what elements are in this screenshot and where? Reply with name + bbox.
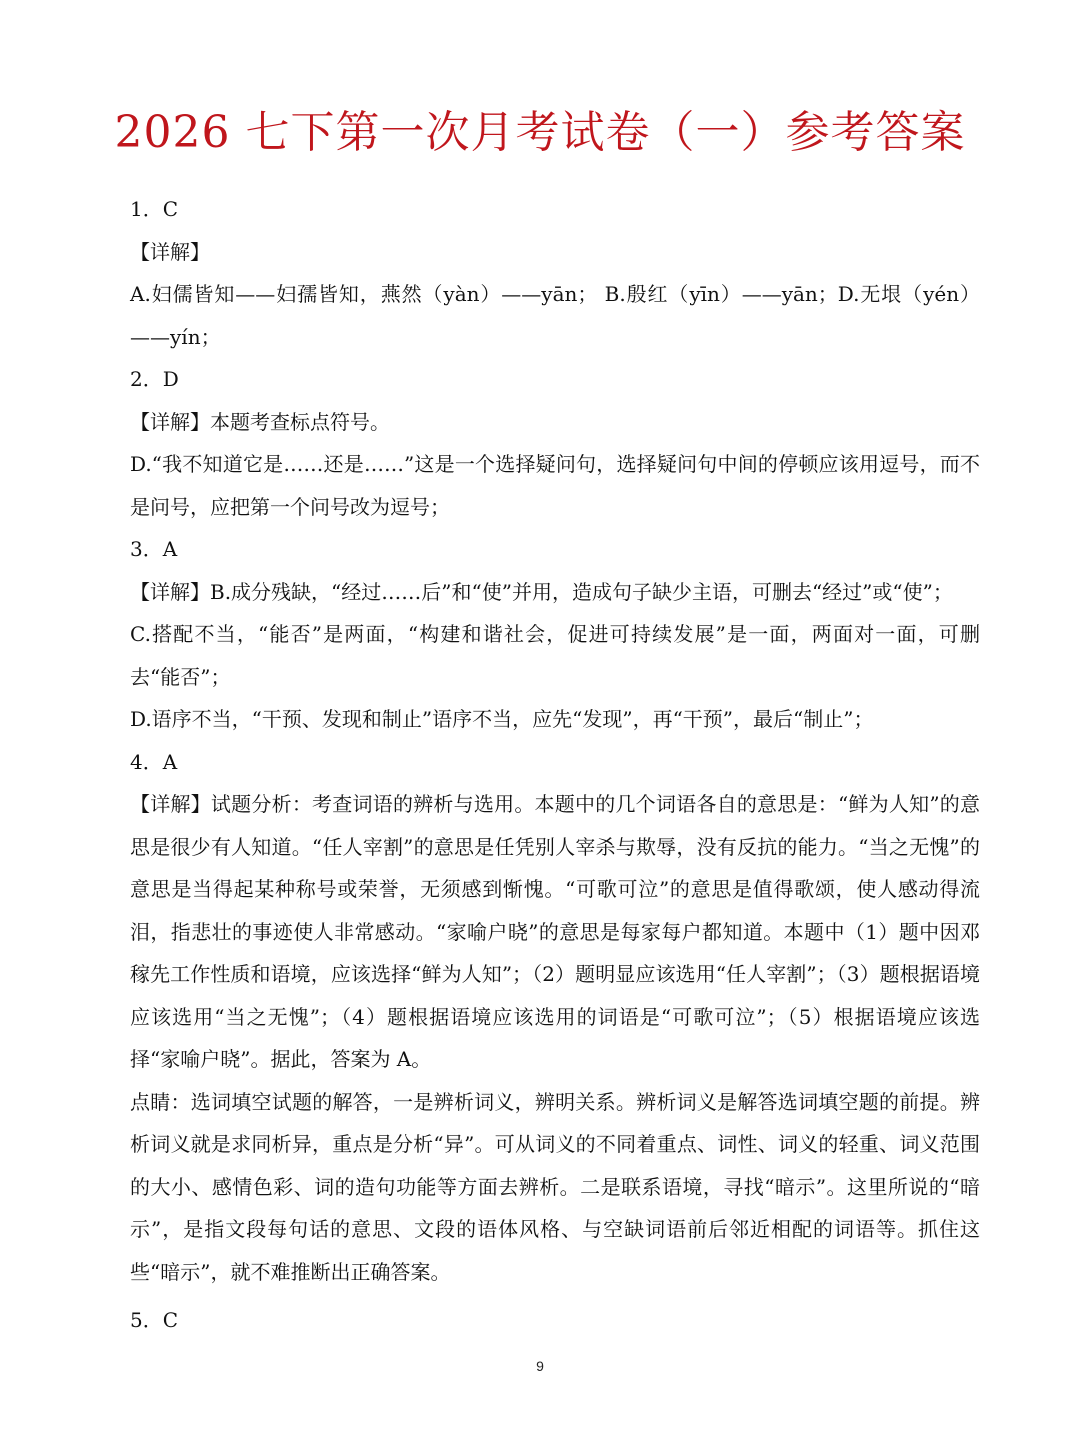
- explanation-text-4: 【详解】试题分析：考查词语的辨析与选用。本题中的几个词语各自的意思是：“鲜为人知”的意思是很少有人知道。“任人宰割”的意思是任凭别人宰杀与欺辱，没有反抗的能力。“当之无愧”的意思是当得起某种称号或荣誉，无须感到惭愧。“可歌可泣”的意思是值得歌颂，使人感动得流泪，指悲壮的事迹使人非常感动。“家喻户晓”的意思是每家每户都知道。本题中（1）题中因邓稼先工作性质和语境，应该选择“鲜为人知”；（2）题明显应该选用“任人宰割”；（3）题根据语境应该选用“当之无愧”；（4）题根据语境应该选用的词语是“可歌可泣”；（5）根据语境应该选择“家喻户晓”。据此，答案为 A。: [130, 792, 980, 1071]
- explanation-text-1: A.妇儒皆知——妇孺皆知，燕然（yàn）——yān； B.殷红（yīn）——yān；D.无垠（yén）——yín；: [130, 282, 980, 349]
- explanation-text-3c: C.搭配不当，“能否”是两面，“构建和谐社会，促进可持续发展”是一面，两面对一面，可删去“能否”；: [130, 622, 980, 689]
- answer-number-5: 5．C: [130, 1308, 179, 1332]
- explanation-text-3d: D.语序不当，“干预、发现和制止”语序不当，应先“发现”，再“干预”，最后“制止”；: [130, 707, 874, 731]
- answer-number-2: 2．D: [130, 367, 179, 391]
- explanation-heading-1: 【详解】: [130, 239, 210, 264]
- tip-text-4: 点睛：选词填空试题的解答，一是辨析词义，辨明关系。辨析词义是解答选词填空题的前提。辨析词义就是求同析异，重点是分析“异”。可从词义的不同着重点、词性、词义的轻重、词义范围的大小、感情色彩、词的造句功能等方面去辨析。二是联系语境，寻找“暗示”。这里所说的“暗示”，是指文段每句话的意思、文段的语体风格、与空缺词语前后邻近相配的词语等。抓住这些“暗示”，就不难推断出正确答案。: [130, 1089, 980, 1284]
- answer-number-4: 4．A: [130, 749, 178, 774]
- page-number: 9: [536, 1358, 544, 1374]
- explanation-text-2: D.“我不知道它是……还是……”这是一个选择疑问句，选择疑问句中间的停顿应该用逗号，而不是问号，应把第一个问号改为逗号；: [130, 452, 980, 519]
- answer-number-1: 1．C: [130, 197, 179, 221]
- answer-body: [130, 188, 980, 1342]
- answer-number-3: 3．A: [130, 537, 178, 561]
- explanation-heading-2: 【详解】本题考查标点符号。: [130, 409, 390, 434]
- explanation-text-3b: 【详解】B.成分残缺，“经过……后”和“使”并用，造成句子缺少主语，可删去“经过”或“使”；: [130, 579, 953, 604]
- document-title: 2026 七下第一次月考试卷（一）参考答案: [114, 107, 966, 158]
